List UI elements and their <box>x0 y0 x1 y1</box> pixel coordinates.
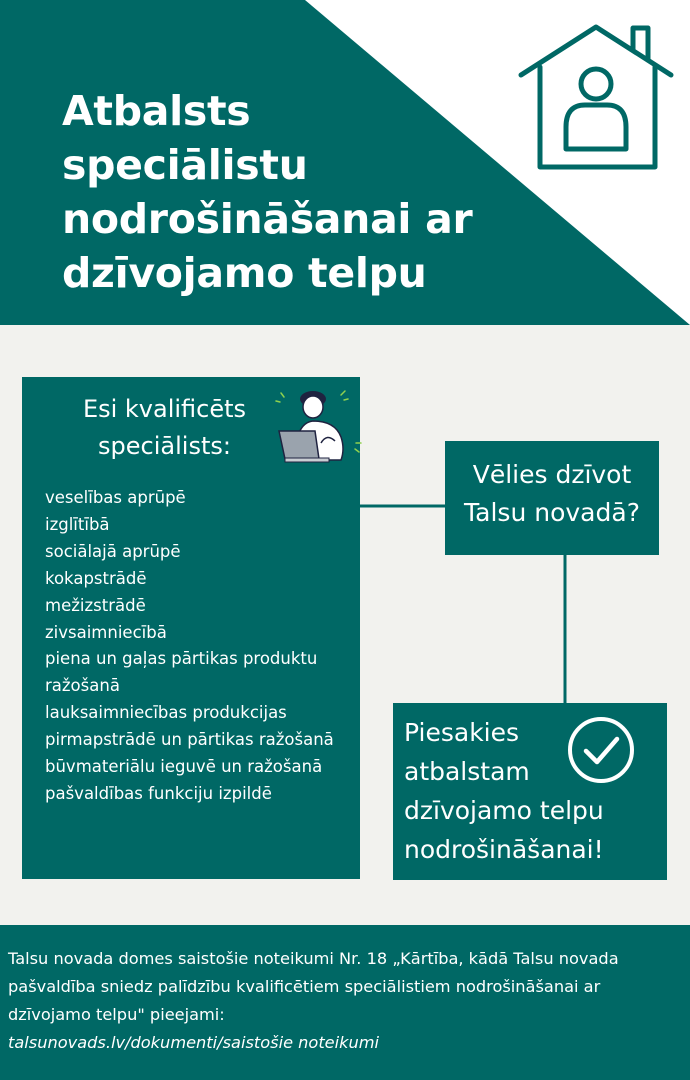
qualification-box <box>22 377 360 879</box>
apply-text: Piesakies atbalstam dzīvojamo telpu nodrošināšanai! <box>404 718 604 864</box>
list-item: pašvaldības funkciju izpildē <box>45 783 272 803</box>
footer <box>0 925 690 1080</box>
qualification-title: Esi kvalificēts speciālists: <box>82 395 247 460</box>
live-question-text: Vēlies dzīvot Talsu novadā? <box>464 460 640 527</box>
list-item: veselības aprūpē <box>45 488 186 507</box>
checkmark-circle-icon <box>566 715 636 785</box>
list-item: būvmateriālu ieguvē un ražošanā <box>45 757 323 777</box>
regulations-link[interactable]: talsunovads.lv/dokumenti/saistošie noteikumi <box>8 1033 380 1052</box>
live-question-box <box>445 441 659 555</box>
list-item: zivsaimniecībā <box>45 622 167 642</box>
footer-text: Talsu novada domes saistošie noteikumi Nr. 18 „Kārtība, kādā Talsu novada pašvaldība sniedz palīdzību kvalificētiem speciālistiem nodrošināšanai ar dzīvojamo telpu" pieejami: <box>8 949 619 1024</box>
list-item: lauksaimniecības produkcijas pirmapstrādē un pārtikas ražošanā <box>45 703 334 750</box>
list-item: izglītībā <box>45 514 110 534</box>
sector-list <box>45 485 350 808</box>
list-item: mežizstrādē <box>45 595 146 615</box>
list-item: kokapstrādē <box>45 568 147 588</box>
person-with-laptop-icon <box>255 385 365 465</box>
apply-box <box>393 703 667 880</box>
page-title: Atbalsts speciālistu nodrošināšanai ar dzīvojamo telpu <box>62 87 473 297</box>
list-item: piena un gaļas pārtikas produktu ražošanā <box>45 649 318 696</box>
list-item: sociālajā aprūpē <box>45 541 181 561</box>
